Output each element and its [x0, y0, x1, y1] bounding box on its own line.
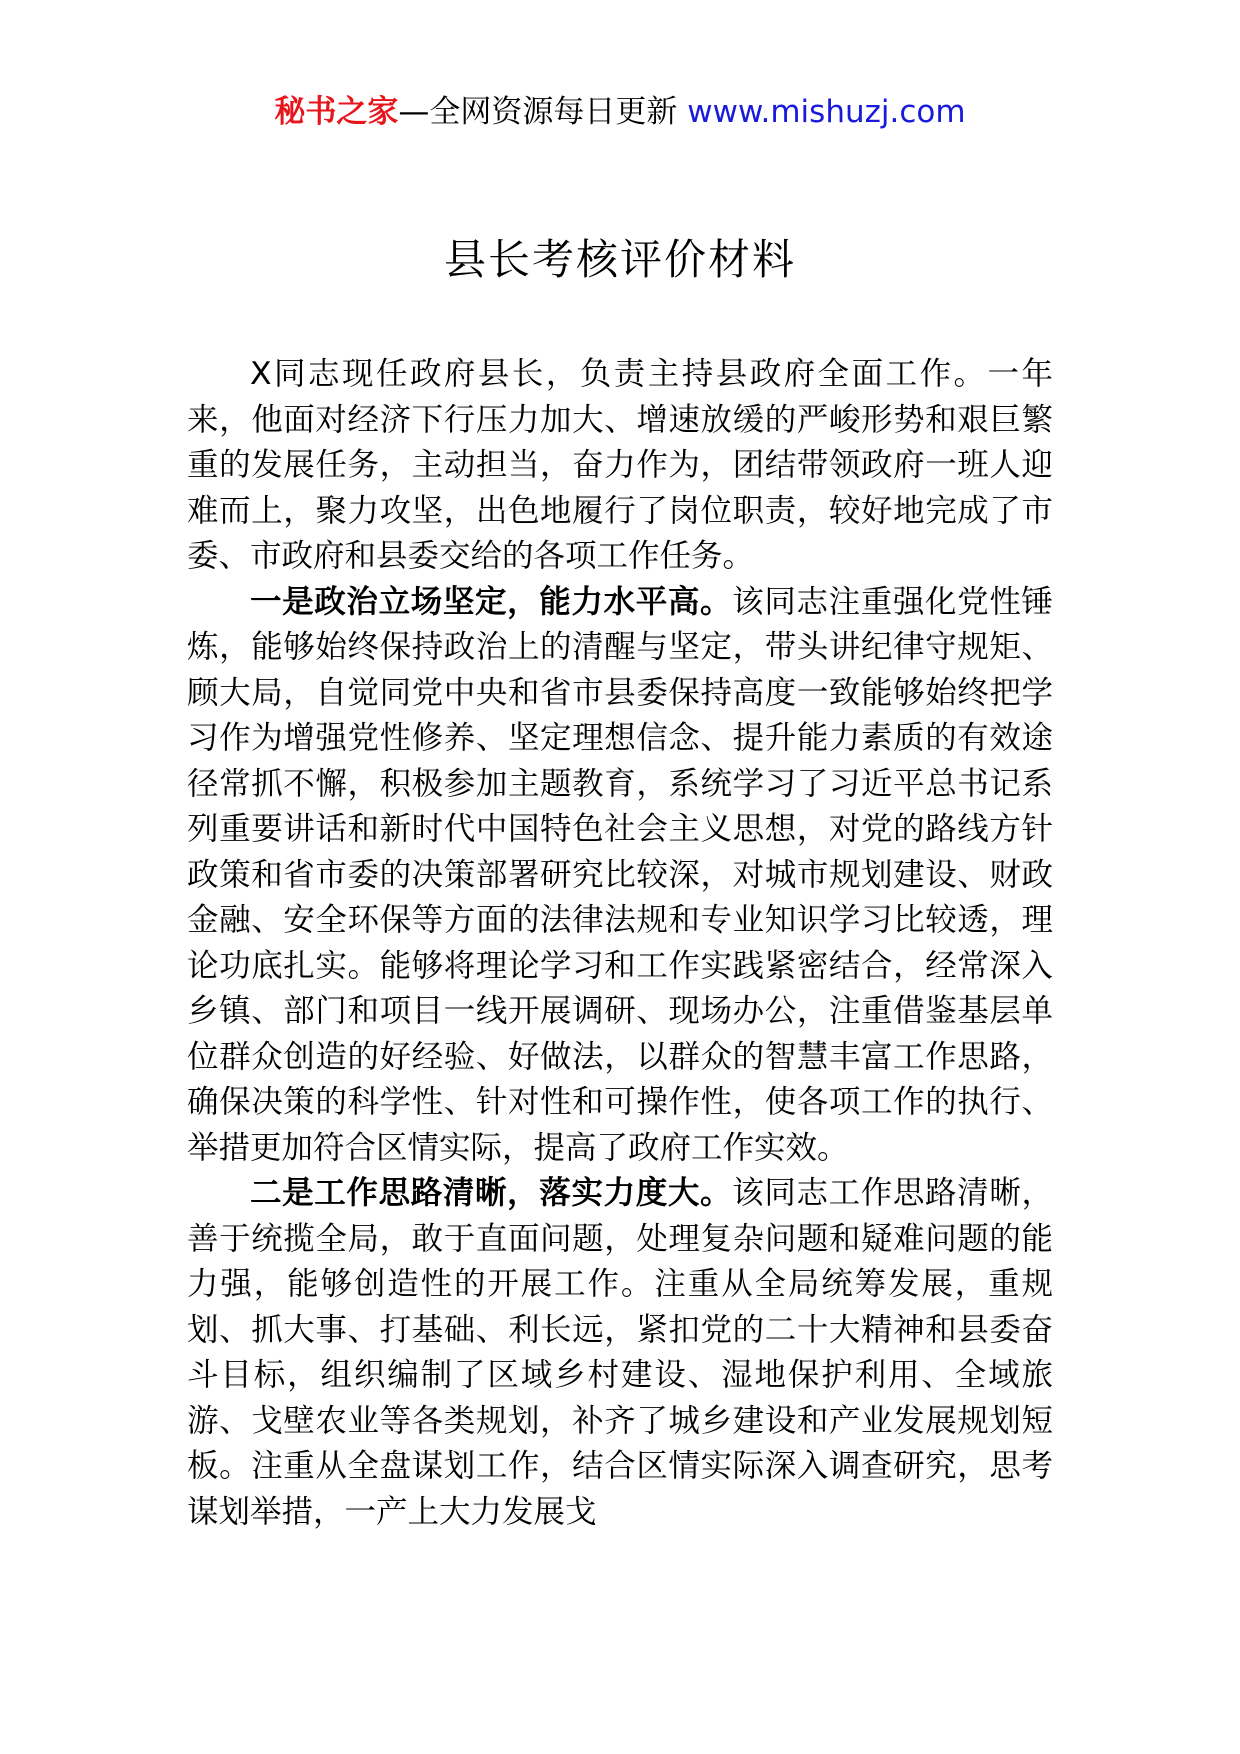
document-body	[187, 352, 1053, 1535]
paragraph-text: 该同志工作思路清晰，善于统揽全局，敢于直面问题，处理复杂问题和疑难问题的能力强，能够创造性的开展工作。注重从全局统筹发展，重规划、抓大事、打基础、利长远，紧扣党的二十大精神和县委奋斗目标，组织编制了区域乡村建设、湿地保护利用、全域旅游、戈壁农业等各类规划，补齐了城乡建设和产业发展规划短板。注重从全盘谋划工作，结合区情实际深入调查研究，思考谋划举措，一产上大力发展戈	[187, 1175, 1053, 1530]
site-url-link[interactable]: www.mishuzj.com	[687, 94, 966, 130]
paragraph-text: 该同志注重强化党性锤炼，能够始终保持政治上的清醒与坚定，带头讲纪律守规矩、顾大局，自觉同党中央和省市县委保持高度一致能够始终把学习作为增强党性修养、坚定理想信念、提升能力素质的有效途径常抓不懈，积极参加主题教育，系统学习了习近平总书记系列重要讲话和新时代中国特色社会主义思想，对党的路线方针政策和省市委的决策部署研究比较深，对城市规划建设、财政金融、安全环保等方面的法律法规和专业知识学习比较透，理论功底扎实。能够将理论学习和工作实践紧密结合，经常深入乡镇、部门和项目一线开展调研、现场办公，注重借鉴基层单位群众创造的好经验、好做法，以群众的智慧丰富工作思路，确保决策的科学性、针对性和可操作性，使各项工作的执行、举措更加符合区情实际，提高了政府工作实效。	[187, 583, 1053, 1166]
site-brand: 秘书之家	[274, 94, 399, 130]
site-header	[0, 92, 1240, 132]
paragraph-political-stance	[187, 580, 1053, 1172]
site-slogan: —全网资源每日更新	[398, 94, 688, 130]
paragraph-lead: 二是工作思路清晰，落实力度大。	[250, 1175, 733, 1211]
paragraph-text: X同志现任政府县长，负责主持县政府全面工作。一年来，他面对经济下行压力加大、增速放缓的严峻形势和艰巨繁重的发展任务，主动担当，奋力作为，团结带领政府一班人迎难而上，聚力攻坚，出色地履行了岗位职责，较好地完成了市委、市政府和县委交给的各项工作任务。	[187, 356, 1053, 574]
paragraph-lead: 一是政治立场坚定，能力水平高。	[250, 583, 733, 620]
paragraph-intro	[187, 352, 1053, 580]
paragraph-work-approach	[187, 1171, 1053, 1535]
document-title: 县长考核评价材料	[443, 235, 796, 284]
